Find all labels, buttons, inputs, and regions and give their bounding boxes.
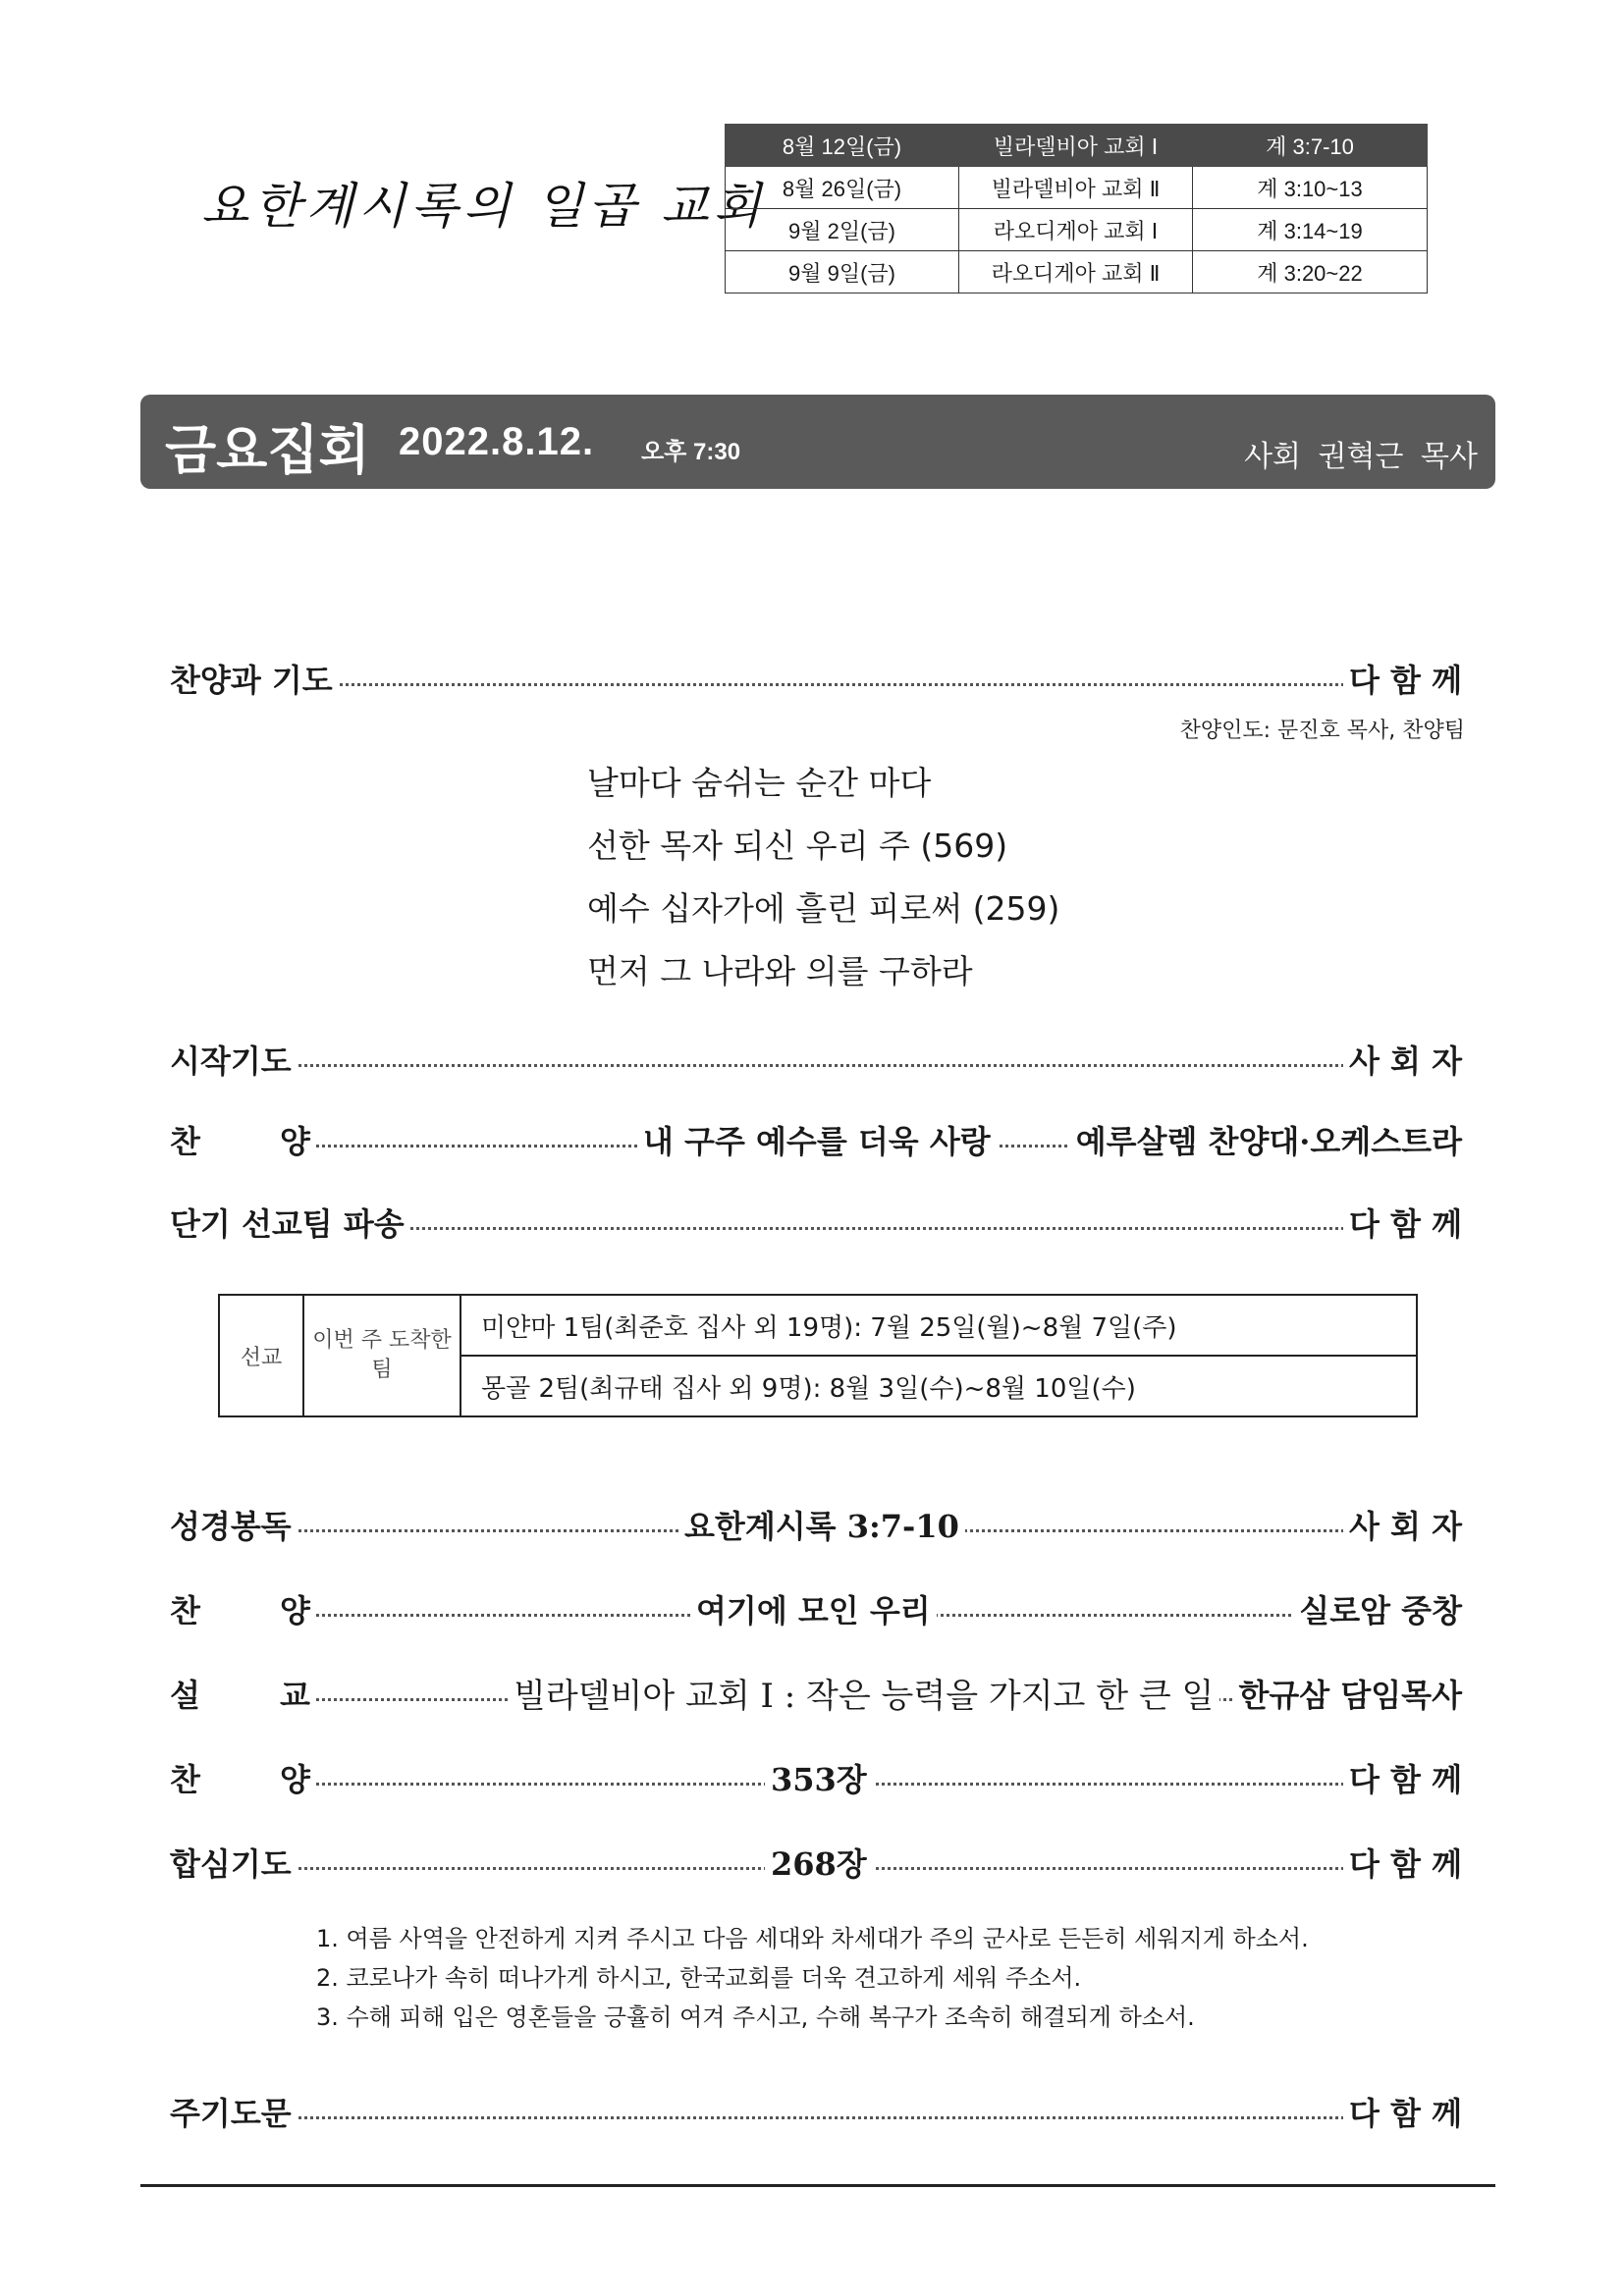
mission-category: 선교 xyxy=(219,1295,303,1416)
mission-subcategory: 이번 주 도착한 팀 xyxy=(303,1295,460,1416)
row-title: 내 구주 예수를 더욱 사랑 xyxy=(637,1117,997,1162)
schedule-row xyxy=(726,251,1428,294)
prayer-item: 3. 수해 피해 입은 영혼들을 긍휼히 여겨 주시고, 수해 복구가 조속히 해결되게 하소서. xyxy=(316,2003,1195,2031)
row-leader: 사 회 자 xyxy=(1343,1502,1462,1547)
schedule-date: 8월 12일(금) xyxy=(726,125,959,167)
row-label: 시작기도 xyxy=(170,1037,298,1082)
row-label: 찬양과 기도 xyxy=(170,656,339,701)
schedule-church: 라오디게아 교회 Ⅱ xyxy=(959,251,1193,294)
schedule-passage: 계 3:20~22 xyxy=(1193,251,1428,294)
hymn-item: 날마다 숨쉬는 순간 마다 xyxy=(587,764,932,802)
schedule-row xyxy=(726,167,1428,209)
row-leader: 예루살렘 찬양대·오케스트라 xyxy=(1070,1117,1462,1162)
schedule-church: 빌라델비아 교회 Ⅱ xyxy=(959,167,1193,209)
row-leader: 다 함 께 xyxy=(1343,1840,1462,1885)
hymn-item: 선한 목자 되신 우리 주 (569) xyxy=(587,827,1008,865)
service-row-sermon xyxy=(170,1663,1462,1716)
service-row-lords-prayer xyxy=(170,2081,1462,2130)
row-label: 합심기도 xyxy=(170,1840,298,1885)
schedule-church: 빌라델비아 교회 Ⅰ xyxy=(959,125,1193,167)
row-title: 353장 xyxy=(765,1755,873,1800)
row-label: 찬 양 xyxy=(170,1117,316,1162)
schedule-row xyxy=(726,209,1428,251)
row-leader: 한규삼 담임목사 xyxy=(1232,1671,1462,1716)
leader-dots xyxy=(170,683,1462,686)
mission-team: 미얀마 1팀(최준호 집사 외 19명): 7월 25일(월)~8월 7일(주) xyxy=(460,1295,1417,1356)
row-label: 찬 양 xyxy=(170,1586,316,1631)
service-banner xyxy=(140,395,1495,489)
schedule-passage: 계 3:10~13 xyxy=(1193,167,1428,209)
service-row-anthem-2 xyxy=(170,1578,1462,1628)
row-label: 단기 선교팀 파송 xyxy=(170,1200,410,1245)
row-label: 성경봉독 xyxy=(170,1502,298,1547)
bottom-divider xyxy=(140,2184,1495,2187)
schedule-passage: 계 3:14~19 xyxy=(1193,209,1428,251)
leader-dots xyxy=(170,2116,1462,2119)
sermon-title: 빌라델비아 교회 I : 작은 능력을 가지고 한 큰 일 xyxy=(508,1669,1219,1717)
service-row-hymn xyxy=(170,1747,1462,1796)
series-title: 요한계시록의 일곱 교회 xyxy=(201,178,766,235)
service-row-opening-prayer xyxy=(170,1029,1462,1078)
schedule-passage: 계 3:7-10 xyxy=(1193,125,1428,167)
leader-dots xyxy=(170,1064,1462,1067)
schedule-row-current xyxy=(726,125,1428,167)
row-leader: 다 함 께 xyxy=(1343,1200,1462,1245)
banner-time: 오후 7:30 xyxy=(641,439,741,465)
schedule-date: 9월 2일(금) xyxy=(726,209,959,251)
series-schedule-table xyxy=(725,124,1428,294)
hymn-item: 먼저 그 나라와 의를 구하라 xyxy=(587,952,973,990)
row-label: 설 교 xyxy=(170,1671,316,1716)
row-leader: 다 함 께 xyxy=(1343,1755,1462,1800)
row-title: 268장 xyxy=(765,1840,873,1885)
banner-date: 2022.8.12. xyxy=(399,420,595,463)
row-title: 여기에 모인 우리 xyxy=(690,1586,937,1631)
prayer-items xyxy=(316,1919,1309,2037)
schedule-church: 라오디게아 교회 Ⅰ xyxy=(959,209,1193,251)
schedule-date: 8월 26일(금) xyxy=(726,167,959,209)
service-row-unison-prayer xyxy=(170,1832,1462,1881)
row-leader: 실로암 중창 xyxy=(1293,1586,1462,1631)
service-row-scripture xyxy=(170,1494,1462,1543)
mission-team: 몽골 2팀(최규태 집사 외 9명): 8월 3일(수)~8월 10일(수) xyxy=(460,1356,1417,1416)
praise-leader-note: 찬양인도: 문진호 목사, 찬양팀 xyxy=(1179,719,1465,743)
schedule-date: 9월 9일(금) xyxy=(726,251,959,294)
hymn-list xyxy=(587,756,1059,1007)
hymn-item: 예수 십자가에 흘린 피로써 (259) xyxy=(587,889,1060,928)
service-row-praise-prayer xyxy=(170,648,1462,697)
row-title: 요한계시록 3:7-10 xyxy=(678,1502,965,1547)
banner-host: 사회 권혁근 목사 xyxy=(1244,440,1478,474)
row-label: 주기도문 xyxy=(170,2089,298,2134)
row-leader: 다 함 께 xyxy=(1343,2089,1462,2134)
prayer-item: 1. 여름 사역을 안전하게 지켜 주시고 다음 세대와 차세대가 주의 군사로 든든히 세워지게 하소서. xyxy=(316,1925,1309,1952)
banner-title: 금요집회 xyxy=(165,419,370,481)
service-row-anthem-1 xyxy=(170,1109,1462,1158)
service-row-mission-sending xyxy=(170,1192,1462,1241)
row-label: 찬 양 xyxy=(170,1755,316,1800)
row-leader: 다 함 께 xyxy=(1343,656,1462,701)
row-leader: 사 회 자 xyxy=(1343,1037,1462,1082)
prayer-item: 2. 코로나가 속히 떠나가게 하시고, 한국교회를 더욱 견고하게 세워 주소서. xyxy=(316,1964,1082,1992)
mission-teams-table xyxy=(218,1294,1418,1417)
